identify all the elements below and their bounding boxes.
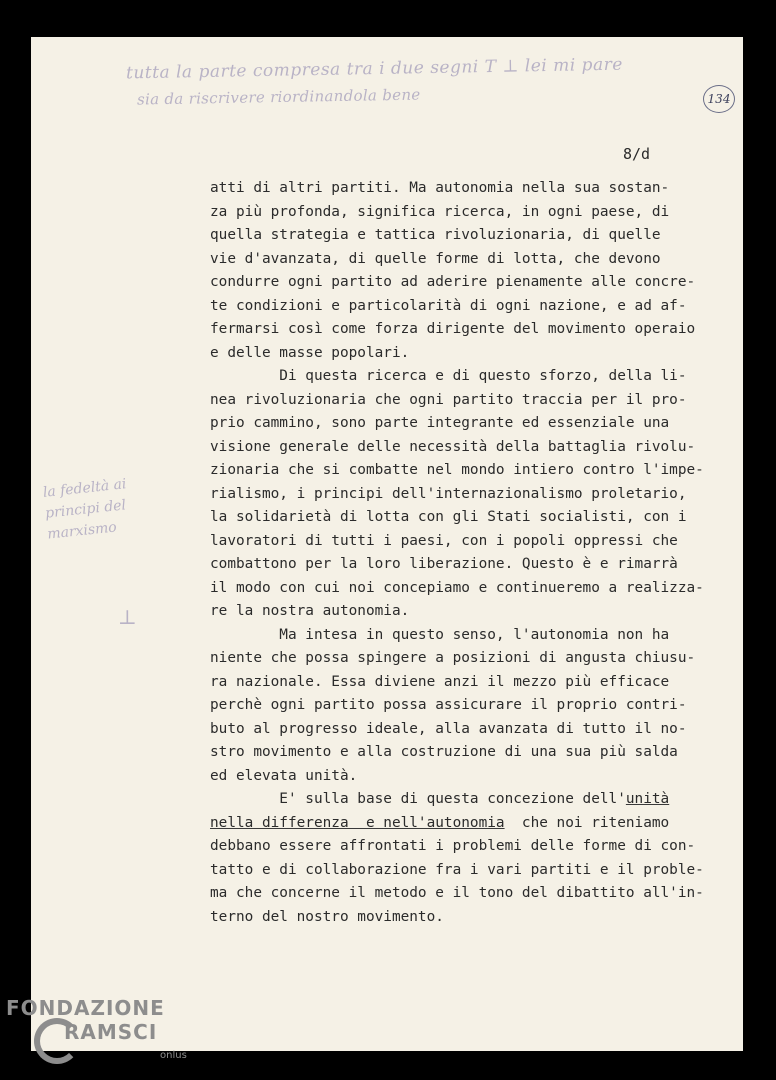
text-line: rialismo, i principi dell'internazionalismo proletario, (210, 485, 687, 502)
watermark-logo (0, 996, 200, 1080)
text-segment: E' sulla base di questa concezione dell' (210, 791, 626, 807)
text-line: fermarsi così come forza dirigente del movimento operaio (210, 321, 696, 337)
text-line: atti di altri partiti. Ma autonomia nella sua sostan- (210, 180, 670, 196)
text-line: combattono per la loro liberazione. Questo è e rimarrà (210, 556, 678, 572)
watermark-suffix: onlus (160, 1050, 187, 1061)
text-line: e delle masse popolari. (210, 344, 410, 361)
underlined-text: nella differenza e nell'autonomia (210, 814, 505, 831)
typed-body-text (210, 177, 740, 929)
text-line: quella strategia e tattica rivoluzionaria, di quelle (210, 227, 661, 243)
text-line: zionaria che si combatte nel mondo intiero contro l'impe- (210, 462, 704, 478)
handwritten-margin-note: la fedeltà ai principi del marxismo (42, 476, 128, 543)
text-line: niente che possa spingere a posizioni di angusta chiusu- (210, 650, 696, 666)
text-line: stro movimento e alla costruzione di una sua più salda (210, 744, 678, 760)
text-segment: che noi riteniamo (504, 814, 670, 831)
text-line: visione generale delle necessità della battaglia rivolu- (210, 438, 696, 455)
text-line: perchè ogni partito possa assicurare il proprio contri- (210, 697, 687, 713)
text-line: lavoratori di tutti i paesi, con i popoli oppressi che (210, 532, 678, 549)
handwritten-note-top-1: tutta la parte compresa tra i due segni T ⊥ lei mi pare (125, 54, 623, 84)
page-number: 8/d (623, 145, 651, 163)
text-line: Di questa ricerca e di questo sforzo, della li- (210, 368, 687, 384)
watermark-text-top: FONDAZIONE (6, 996, 165, 1020)
text-line: nea rivoluzionaria che ogni partito traccia per il pro- (210, 391, 687, 408)
text-line: ed elevata unità. (210, 767, 358, 784)
text-line: za più profonda, significa ricerca, in ogni paese, di (210, 203, 670, 220)
text-line: re la nostra autonomia. (210, 603, 410, 619)
watermark-text-bottom: RAMSCI (64, 1020, 158, 1044)
text-line: condurre ogni partito ad aderire pienamente alle concre- (210, 274, 696, 290)
document-page (31, 37, 743, 1051)
folio-number-stamp: 134 (703, 85, 735, 113)
text-line-with-underline (210, 812, 740, 836)
text-line: tatto e di collaborazione fra i vari partiti e il proble- (210, 861, 704, 878)
handwritten-note-top-2: sia da riscrivere riordinandola bene (136, 85, 421, 109)
text-line: il modo con cui noi concepiamo e continueremo a realizza- (210, 579, 704, 596)
text-line: prio cammino, sono parte integrante ed essenziale una (210, 415, 670, 431)
text-line: terno del nostro movimento. (210, 908, 444, 925)
text-line-with-underline (210, 788, 740, 812)
text-line: ra nazionale. Essa diviene anzi il mezzo più efficace (210, 673, 670, 690)
text-line: debbano essere affrontati i problemi delle forme di con- (210, 838, 696, 854)
text-line: buto al progresso ideale, alla avanzata di tutto il no- (210, 720, 687, 737)
text-line: Ma intesa in questo senso, l'autonomia non ha (210, 626, 670, 643)
underlined-text: unità (625, 791, 670, 807)
text-line: te condizioni e particolarità di ogni nazione, e ad af- (210, 297, 687, 314)
text-line: ma che concerne il metodo e il tono del dibattito all'in- (210, 885, 704, 901)
text-line: vie d'avanzata, di quelle forme di lotta, che devono (210, 250, 661, 267)
text-line: la solidarietà di lotta con gli Stati socialisti, con i (210, 509, 687, 525)
handwritten-margin-mark: ⊥ (118, 605, 137, 629)
